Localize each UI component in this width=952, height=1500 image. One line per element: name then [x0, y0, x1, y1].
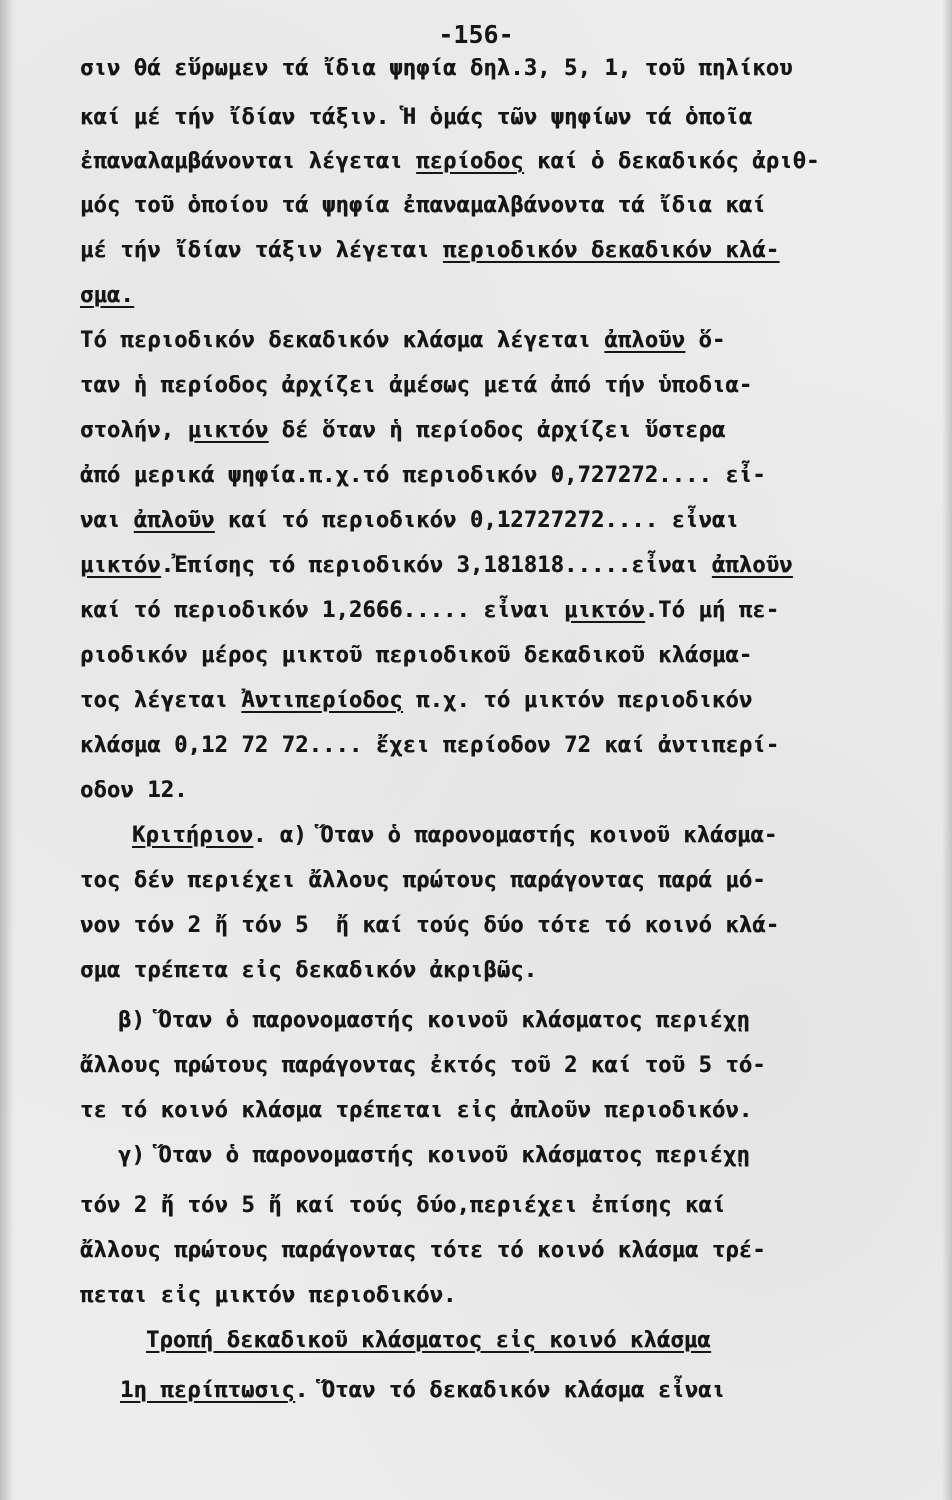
text-segment: ταν ἡ περίοδος ἀρχίζει ἀμέσως μετά ἀπό τήν ὑποδια-: [80, 373, 753, 398]
text-line: [80, 643, 752, 668]
page-number: -156-: [438, 20, 514, 49]
text-segment: ἐπαναλαμβάνονται λέγεται: [80, 149, 417, 174]
text-segment: ἄλλους πρώτους παράγοντας τότε τό κοινό κλάσμα τρέ-: [80, 1238, 766, 1263]
text-segment: σμα τρέπετα εἰς δεκαδικόν ἀκριβῶς.: [80, 958, 538, 983]
text-segment: π.χ. τό μικτόν περιοδικόν: [402, 688, 753, 713]
text-segment: τόν 2 ἤ τόν 5 ἤ καί τούς δύο,περιέχει ἐπίσης καί: [80, 1193, 726, 1218]
text-segment: ὅ-: [685, 328, 726, 353]
text-line: [80, 1098, 752, 1123]
text-line: [80, 958, 537, 983]
text-segment: ἄλλους πρώτους παράγοντας ἐκτός τοῦ 2 καί τοῦ 5 τό-: [80, 1053, 766, 1078]
text-line: [80, 193, 766, 218]
text-line: [80, 238, 779, 263]
text-segment: τος δέν περιέχει ἄλλους πρώτους παράγοντας παρά μό-: [80, 868, 766, 893]
text-segment: γ) Ὅταν ὁ παρονομαστής κοινοῦ κλάσματος περιέχῃ: [118, 1143, 750, 1168]
text-segment: ἀπό μερικά ψηφία.π.χ.τό περιοδικόν 0,727272.... εἶ-: [80, 463, 766, 488]
text-segment-underlined: ἀπλοῦν: [133, 508, 215, 533]
text-line: [80, 553, 793, 578]
text-segment: . Ὅταν τό δεκαδικόν κλάσμα εἶναι: [294, 1378, 726, 1403]
text-line: [80, 1193, 725, 1218]
section-heading: Τροπή δεκαδικοῦ κλάσματος εἰς κοινό κλάσμα: [146, 1328, 711, 1353]
text-segment-underlined: ἀπλοῦν: [604, 328, 686, 353]
text-segment: οδον 12.: [80, 778, 188, 803]
text-line: [80, 1053, 766, 1078]
text-line: [120, 1378, 725, 1403]
text-segment-underlined: μικτόν: [187, 418, 269, 443]
text-segment-underlined: Ἀντιπερίοδος: [241, 688, 403, 713]
text-line: [146, 1328, 711, 1353]
text-segment: καί τό περιοδικόν 0,12727272.... εἶναι: [214, 508, 739, 533]
text-segment: . α) Ὅταν ὁ παρονομαστής κοινοῦ κλάσμα-: [253, 823, 778, 848]
text-line: [80, 598, 779, 623]
text-segment-underlined: μικτόν: [80, 553, 161, 578]
text-segment: καί ὁ δεκαδικός ἀριθ-: [523, 149, 820, 174]
text-segment: β) Ὅταν ὁ παρονομαστής κοινοῦ κλάσματος περιέχῃ: [118, 1008, 750, 1033]
text-line: [80, 328, 725, 353]
text-segment: στολήν,: [80, 418, 188, 443]
text-line: [80, 463, 766, 488]
text-segment: ναι: [80, 508, 134, 533]
text-segment: μέ τήν ἴδίαν τάξιν λέγεται: [80, 238, 444, 263]
text-line: [118, 1008, 750, 1033]
text-line: [80, 733, 779, 758]
text-segment-underlined: περίοδος: [416, 149, 524, 174]
text-segment: Τό περιοδικόν δεκαδικόν κλάσμα λέγεται: [80, 328, 605, 353]
text-line: [80, 508, 739, 533]
text-segment: ριοδικόν μέρος μικτοῦ περιοδικοῦ δεκαδικοῦ κλάσμα-: [80, 643, 753, 668]
text-segment: .Ἐπίσης τό περιοδικόν 3,181818.....εἶναι: [160, 553, 712, 578]
text-line: [80, 149, 820, 174]
text-line: [80, 1238, 766, 1263]
text-segment-underlined: Κριτήριον: [132, 823, 254, 848]
text-segment: δέ ὅταν ἡ περίοδος ἀρχίζει ὕστερα: [268, 418, 726, 443]
text-line: [80, 56, 793, 81]
page-shadow-right: [942, 0, 952, 1500]
text-segment: τε τό κοινό κλάσμα τρέπεται εἰς ἀπλοῦν περιοδικόν.: [80, 1098, 753, 1123]
text-segment-underlined: σμα.: [80, 283, 134, 308]
text-segment: πεται εἰς μικτόν περιοδικόν.: [80, 1283, 457, 1308]
text-segment-underlined: ἀπλοῦν: [711, 553, 793, 578]
text-segment: καί τό περιοδικόν 1,2666..... εἶναι: [80, 598, 565, 623]
text-segment: σιν θά εὕρωμεν τά ἴδια ψηφία δηλ.3, 5, 1, τοῦ πηλίκου: [80, 56, 793, 81]
text-line: [80, 913, 779, 938]
text-segment-underlined: 1η περίπτωσις: [120, 1378, 295, 1403]
text-line: [132, 823, 777, 848]
text-line: [80, 105, 752, 130]
text-segment: νον τόν 2 ἤ τόν 5 ἤ καί τούς δύο τότε τό κοινό κλά-: [80, 913, 780, 938]
text-line: [80, 1283, 456, 1308]
text-segment: καί μέ τήν ἴδίαν τάξιν. Ἡ ὁμάς τῶν ψηφίων τά ὁποῖα: [80, 105, 753, 130]
text-segment-underlined: μικτόν: [564, 598, 645, 623]
text-segment: .Τό μή πε-: [644, 598, 780, 623]
page-shadow-left: [0, 0, 14, 1500]
text-line: [80, 418, 725, 443]
text-segment-underlined: περιοδικόν δεκαδικόν κλά-: [443, 238, 780, 263]
text-line: [80, 868, 766, 893]
text-line: [80, 283, 134, 308]
text-segment: κλάσμα 0,12 72 72.... ἔχει περίοδον 72 καί ἀντιπερί-: [80, 733, 780, 758]
text-segment: μός τοῦ ὁποίου τά ψηφία ἐπαναμαλβάνοντα τά ἴδια καί: [80, 193, 766, 218]
text-line: [80, 688, 752, 713]
text-line: [80, 373, 752, 398]
text-line: [118, 1143, 750, 1168]
text-segment: τος λέγεται: [80, 688, 242, 713]
text-line: [80, 778, 188, 803]
